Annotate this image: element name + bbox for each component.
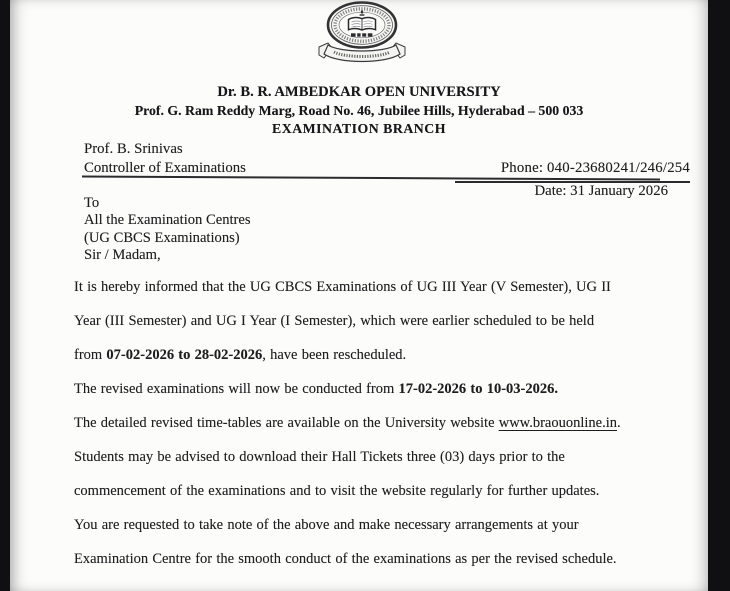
letter-body-line xyxy=(74,372,694,406)
highlighted-dates-text: 17-02-2026 to 10-03-2026. xyxy=(398,381,558,397)
letter-date: Date: 31 January 2026 xyxy=(534,183,668,199)
recipient-to-label: To xyxy=(84,195,100,211)
letter-body-line xyxy=(74,406,694,440)
body-text: Examination Centre for the smooth conduct of the examinations as per the revised schedule. xyxy=(74,551,617,567)
recipient-address-line2: (UG CBCS Examinations) xyxy=(84,229,240,246)
recipient-block xyxy=(84,195,251,264)
body-text: , have been rescheduled. xyxy=(262,347,407,363)
body-text: from xyxy=(74,347,107,363)
letter-body-line xyxy=(74,440,694,474)
website-link[interactable]: www.braouonline.in xyxy=(498,415,617,431)
salutation: Sir / Madam, xyxy=(84,246,161,263)
phone-number: Phone: 040-23680241/246/254 xyxy=(500,160,690,176)
recipient-address-line1: All the Examination Centres xyxy=(84,212,251,229)
officer-designation: Controller of Examinations xyxy=(84,159,246,176)
body-text: The revised examinations will now be conducted from xyxy=(74,381,399,397)
highlighted-dates-text: 07-02-2026 to 28-02-2026 xyxy=(106,347,263,363)
letter-body-line xyxy=(74,338,694,372)
letter-body-line xyxy=(74,508,694,542)
letterhead-header xyxy=(10,84,708,137)
letter-body-line xyxy=(74,270,694,304)
body-text: Year (III Semester) and UG I Year (I Semester), which were earlier scheduled to be held xyxy=(74,313,595,329)
branch-title: EXAMINATION BRANCH xyxy=(272,121,446,136)
body-text: commencement of the examinations and to visit the website regularly for further updates. xyxy=(74,483,600,499)
body-text: Students may be advised to download their Hall Tickets three (03) days prior to the xyxy=(74,449,565,465)
university-address: Prof. G. Ram Reddy Marg, Road No. 46, Jubilee Hills, Hyderabad – 500 033 xyxy=(134,103,584,118)
university-seal-icon xyxy=(307,1,417,67)
body-text: The detailed revised time-tables are available on the University website xyxy=(74,415,499,431)
letter-body-line xyxy=(74,542,694,576)
officer-block xyxy=(84,140,246,177)
letter-body-line xyxy=(74,474,694,508)
scan-border-left xyxy=(0,0,10,591)
officer-name: Prof. B. Srinivas xyxy=(84,141,183,157)
body-text: You are requested to take note of the above and make necessary arrangements at your xyxy=(74,517,579,533)
body-text: . xyxy=(617,415,621,431)
scan-border-right xyxy=(708,0,730,591)
letter-body-line xyxy=(74,304,694,338)
body-text: It is hereby informed that the UG CBCS Examinations of UG III Year (V Semester), UG II xyxy=(74,279,611,295)
letter-paper xyxy=(10,0,708,591)
university-name: Dr. B. R. AMBEDKAR OPEN UNIVERSITY xyxy=(217,84,501,100)
letter-body xyxy=(74,270,694,576)
